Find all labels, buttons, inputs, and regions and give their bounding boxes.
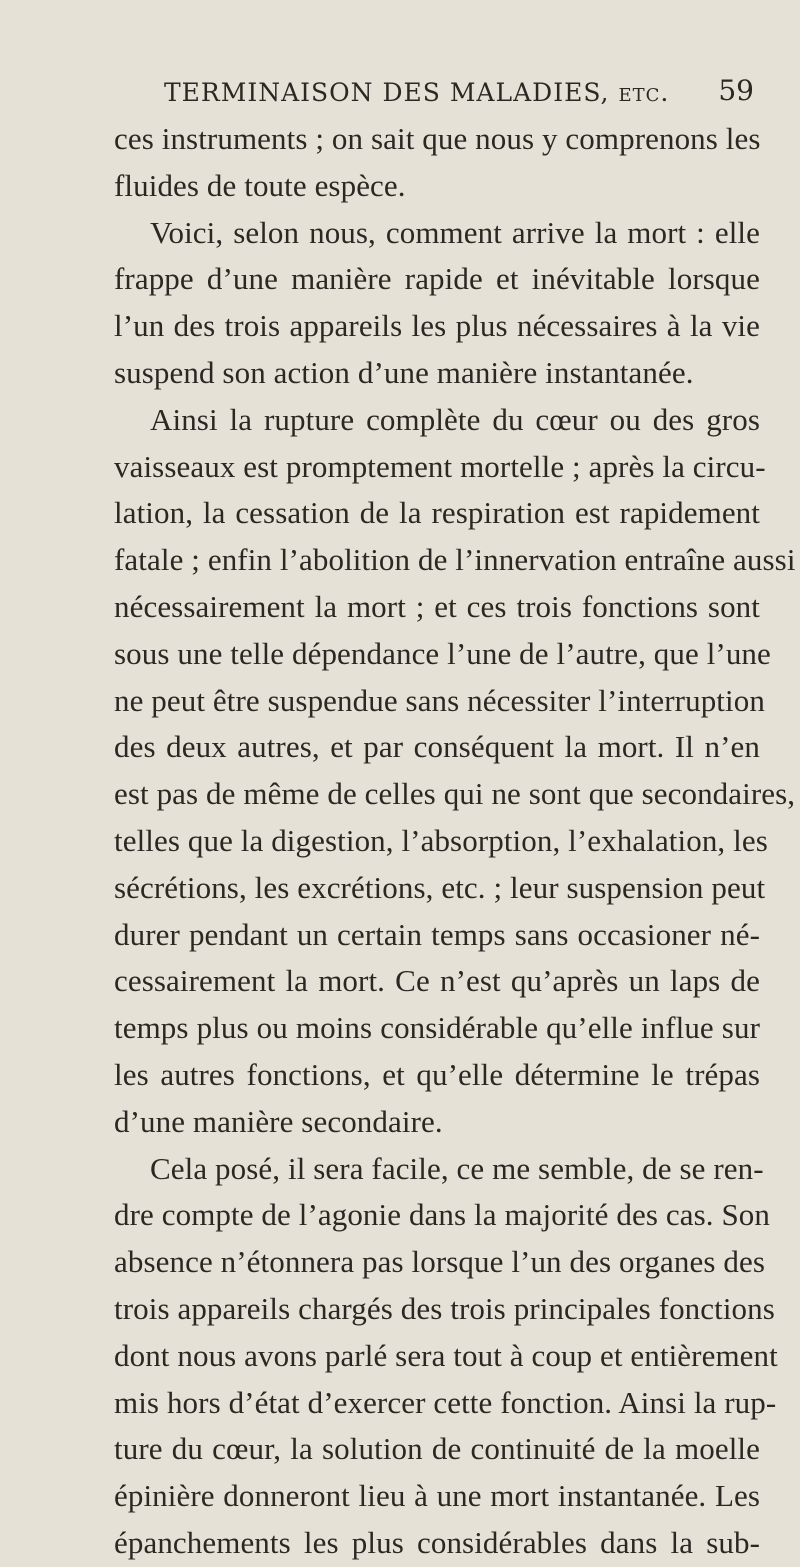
text-line: temps plus ou moins considérable qu’elle influe sur [114,1010,760,1046]
text-line: ces instruments ; on sait que nous y comprenons les [114,121,761,156]
text-line: durer pendant un certain temps sans occasioner né- [114,916,760,952]
text-line: sécrétions, les excrétions, etc. ; leur suspension peut [114,869,766,905]
text-line: fluides de toute espèce. [114,167,406,203]
text-line: Voici, selon nous, comment arrive la mort : elle [150,214,760,250]
text-line: les autres fonctions, et qu’elle détermine le trépas [114,1056,760,1092]
text-line: nécessairement la mort ; et ces trois fonctions sont [114,588,760,624]
text-line: dont nous avons parlé sera tout à coup et entièrement [114,1337,778,1373]
body-text [114,116,796,1567]
running-title: TERMINAISON DES MALADIES, etc. [164,78,670,107]
text-line: est pas de même de celles qui ne sont que secondaires, [114,776,796,812]
text-line: trois appareils chargés des trois principales fonctions [114,1290,775,1326]
text-line: frappe d’une manière rapide et inévitable lorsque [114,261,760,297]
text-line: d’une manière secondaire. [114,1103,443,1139]
text-line: Cela posé, il sera facile, ce me semble, de se ren- [150,1150,764,1186]
text-line: ne peut être suspendue sans nécessiter l’interruption [114,682,765,718]
text-line: vaisseaux est promptement mortelle ; après la circu- [114,448,766,484]
text-line: fatale ; enfin l’abolition de l’innervation entraîne aussi [114,542,796,578]
text-line: lation, la cessation de la respiration est rapidement [114,495,760,531]
page-number: 59 [718,74,754,107]
text-line: Ainsi la rupture complète du cœur ou des gros [150,401,760,437]
text-line: des deux autres, et par conséquent la mort. Il n’en [114,729,760,765]
running-header [114,70,760,116]
text-line: épanchements les plus considérables dans la sub- [114,1524,760,1560]
text-line: mis hors d’état d’exercer cette fonction. Ainsi la rup- [114,1384,777,1420]
text-line: absence n’étonnera pas lorsque l’un des organes des [114,1244,765,1280]
text-line: cessairement la mort. Ce n’est qu’après un laps de [114,963,760,999]
text-line: telles que la digestion, l’absorption, l’exhalation, les [114,822,768,858]
text-line: ture du cœur, la solution de continuité de la moelle [114,1431,760,1467]
text-line: épinière donneront lieu à une mort instantanée. Les [114,1478,760,1514]
text-line: suspend son action d’une manière instantanée. [114,354,694,390]
text-line: dre compte de l’agonie dans la majorité des cas. Son [114,1197,770,1233]
text-line: l’un des trois appareils les plus nécessaires à la vie [114,308,760,344]
text-line: sous une telle dépendance l’une de l’autre, que l’une [114,635,771,671]
